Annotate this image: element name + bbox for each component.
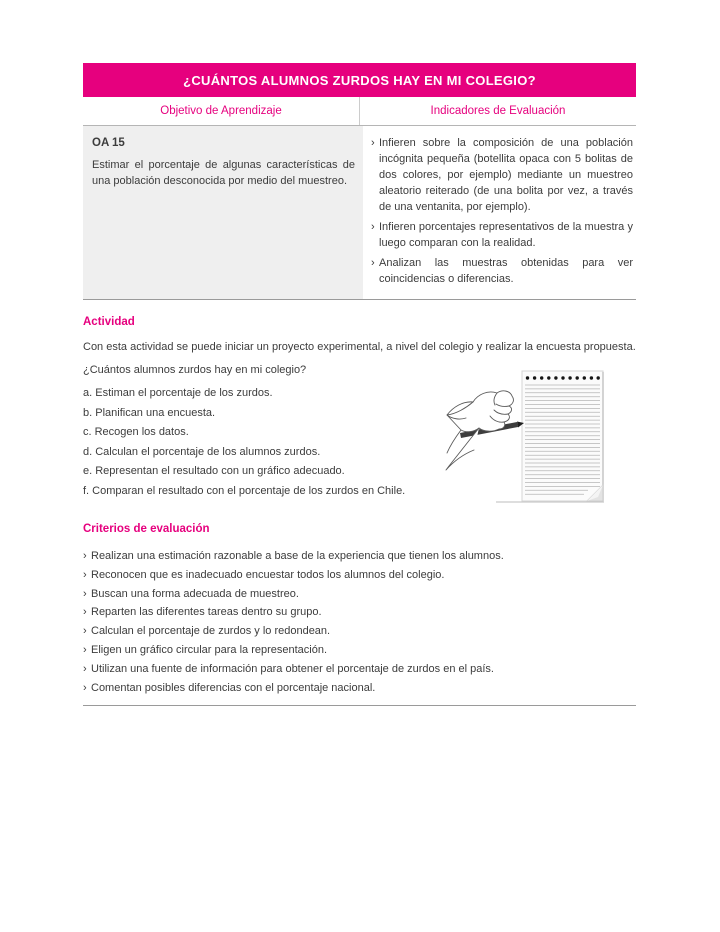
activity-section [83,316,636,501]
criteria-text: Eligen un gráfico circular para la representación. [91,643,328,656]
indicator-item [371,219,634,251]
activity-heading: Actividad [83,316,135,328]
indicator-text: Infieren porcentajes representativos de la muestra y luego comparan con la realidad. [379,221,633,249]
objective-cell [83,126,363,299]
notepad-icon [522,371,603,501]
oa-description: Estimar el porcentaje de algunas características de una población desconocida por medio del muestreo. [92,159,355,187]
criteria-text: Reparten las diferentes tareas dentro su grupo. [91,606,322,619]
column-header-indicators: Indicadores de Evaluación [430,105,566,117]
bullet-icon: › [83,568,87,581]
indicator-text: Analizan las muestras obtenidas para ver coincidencias o diferencias. [379,257,633,285]
bullet-icon: › [83,625,87,638]
bullet-icon: › [371,137,375,149]
criteria-item [83,603,636,622]
step-item: a. Estiman el porcentaje de los zurdos. [83,387,273,399]
criteria-item [83,679,636,698]
activity-question: ¿Cuántos alumnos zurdos hay en mi colegio? [83,364,307,376]
bullet-icon: › [83,587,87,600]
criteria-text: Realizan una estimación razonable a base de la experiencia que tienen los alumnos. [91,550,504,562]
step-item: e. Representan el resultado con un gráfico adecuado. [83,465,345,477]
step-item: b. Planifican una encuesta. [83,406,216,419]
bullet-icon: › [83,643,87,656]
criteria-heading: Criterios de evaluación [83,523,210,535]
bottom-divider [83,705,636,706]
indicator-item [371,255,634,287]
criteria-item [83,547,636,566]
criteria-text: Utilizan una fuente de información para obtener el porcentaje de zurdos en el país. [91,662,494,675]
criteria-section [83,523,636,706]
criteria-item [83,622,636,641]
column-header-objective: Objetivo de Aprendizaje [83,97,360,125]
bullet-icon: › [83,681,87,694]
indicator-item [371,135,634,215]
criteria-text: Calculan el porcentaje de zurdos y lo redondean. [91,625,331,638]
indicators-list [371,135,634,287]
criteria-item [83,585,636,604]
criteria-item [83,566,636,585]
criteria-text: Buscan una forma adecuada de muestreo. [91,587,299,600]
criteria-text: Comentan posibles diferencias con el porcentaje nacional. [91,681,376,694]
bullet-icon: › [83,550,87,562]
indicator-text: Infieren sobre la composición de una población incógnita pequeña (botellita opaca con 5 bolitas de dos colores, por ejemplo) mediante un muestreo aleatorio reiterado (de una bolita por vez, a través de una ventanita, por ejemplo). [379,137,633,213]
bullet-icon: › [83,606,87,619]
bullet-icon: › [83,662,87,675]
criteria-item [83,641,636,660]
oa-code: OA 15 [92,137,125,149]
bullet-icon: › [371,221,375,233]
activity-intro: Con esta actividad se puede iniciar un proyecto experimental, a nivel del colegio y realizar la encuesta propuesta. [83,341,636,353]
page-content [83,63,636,706]
hand-writing-notepad-illustration [438,364,608,506]
criteria-item [83,660,636,679]
table-body-row [83,126,636,299]
criteria-text: Reconocen que es inadecuado encuestar todos los alumnos del colegio. [91,568,445,581]
objective-indicators-table [83,63,636,300]
page-title: ¿CUÁNTOS ALUMNOS ZURDOS HAY EN MI COLEGIO? [83,63,636,97]
table-header-row [83,97,636,126]
indicators-cell [363,126,636,299]
criteria-list [83,547,636,697]
step-item: c. Recogen los datos. [83,426,189,438]
bullet-icon: › [371,257,375,269]
step-item: d. Calculan el porcentaje de los alumnos zurdos. [83,445,321,458]
step-item: f. Comparan el resultado con el porcentaje de los zurdos en Chile. [83,484,406,497]
